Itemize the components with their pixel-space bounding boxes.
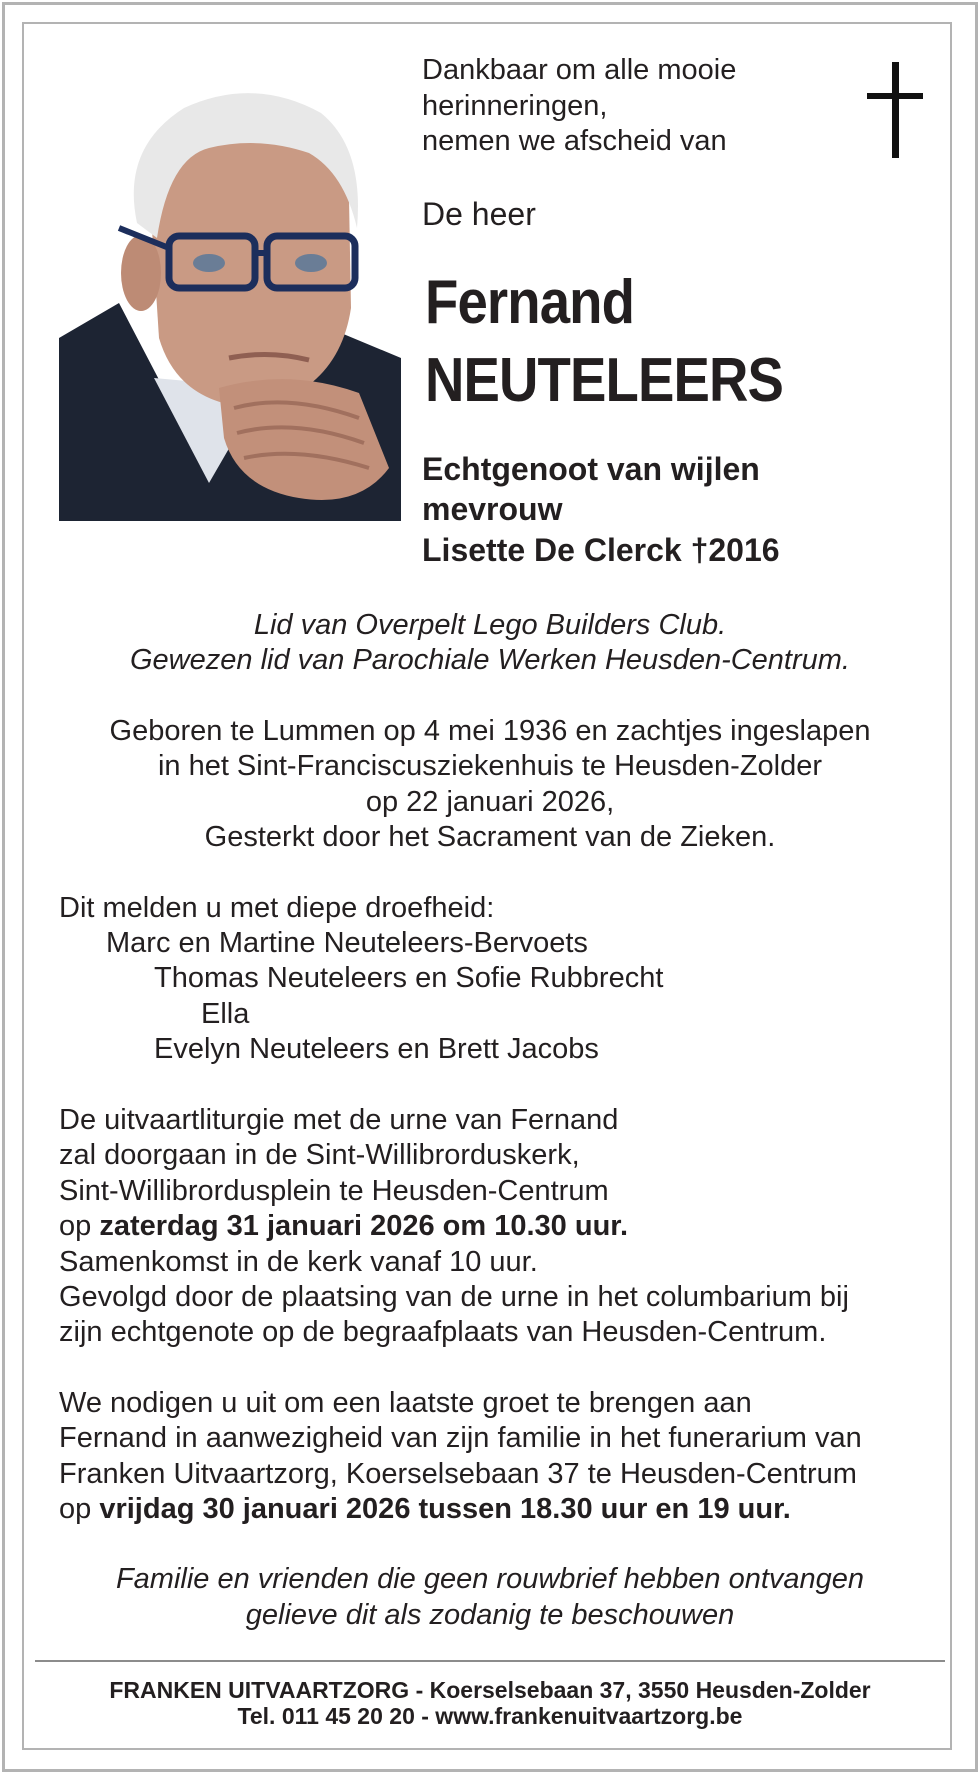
visitation-date-prefix: op [59,1493,100,1525]
visitation-line-2: Fernand in aanwezigheid van zijn familie in het funerarium van [59,1422,862,1454]
spouse-line-2: mevrouw [422,491,563,527]
spouse-line-1: Echtgenoot van wijlen [422,451,760,487]
closing-line-2: gelieve dit als zodanig te beschouwen [245,1599,735,1631]
visitation-line-3: Franken Uitvaartzorg, Koerselsebaan 37 te Heusden-Centrum [59,1458,857,1490]
cross-horizontal [867,93,923,99]
family-member: Ella [201,998,250,1030]
visitation-date: vrijdag 30 januari 2026 tussen 18.30 uur en 19 uur. [99,1493,791,1525]
intro-line-1: Dankbaar om alle mooie [422,54,737,86]
footer-contact: Tel. 011 45 20 20 - www.frankenuitvaartzorg.be [237,1703,743,1729]
family-member: Marc en Martine Neuteleers-Bervoets [106,927,588,959]
birth-line-3: op 22 januari 2026, [365,786,615,818]
birth-line-1: Geboren te Lummen op 4 mei 1936 en zachtjes ingeslapen [109,715,871,747]
footer-address: FRANKEN UITVAARTZORG - Koerselsebaan 37, 3550 Heusden-Zolder [109,1677,871,1703]
funeral-line-2: zal doorgaan in de Sint-Willibrorduskerk, [59,1139,580,1171]
funeral-line-5: Samenkomst in de kerk vanaf 10 uur. [59,1246,538,1278]
funeral-line-1: De uitvaartliturgie met de urne van Fernand [59,1104,619,1136]
salutation: De heer [422,196,536,232]
first-name: Fernand [425,268,635,337]
footer-divider [35,1660,945,1662]
family-member: Thomas Neuteleers en Sofie Rubbrecht [154,962,664,994]
membership-line-1: Lid van Overpelt Lego Builders Club. [253,609,727,641]
portrait-photo [59,88,401,521]
visitation-line-1: We nodigen u uit om een laatste groet te brengen aan [59,1387,752,1419]
funeral-date: zaterdag 31 januari 2026 om 10.30 uur. [99,1210,629,1242]
membership-line-2: Gewezen lid van Parochiale Werken Heusden-Centrum. [130,644,850,676]
closing-line-1: Familie en vrienden die geen rouwbrief hebben ontvangen [115,1563,865,1595]
funeral-date-line [59,1209,628,1245]
funeral-line-3: Sint-Willibrordusplein te Heusden-Centrum [59,1175,609,1207]
intro-line-2: herinneringen, [422,90,608,122]
funeral-line-7: zijn echtgenote op de begraafplaats van Heusden-Centrum. [59,1316,827,1348]
cross-vertical [892,62,899,158]
birth-line-2: in het Sint-Franciscusziekenhuis te Heusden-Zolder [157,750,823,782]
family-intro: Dit melden u met diepe droefheid: [59,892,495,924]
funeral-date-prefix: op [59,1210,100,1242]
intro-line-3: nemen we afscheid van [422,125,727,157]
spouse-line-3: Lisette De Clerck †2016 [422,532,780,568]
visitation-date-line [59,1492,791,1528]
birth-line-4: Gesterkt door het Sacrament van de Zieken. [204,821,776,853]
cross-icon [865,62,925,158]
funeral-line-6: Gevolgd door de plaatsing van de urne in het columbarium bij [59,1281,849,1313]
last-name: NEUTELEERS [425,346,784,415]
family-member: Evelyn Neuteleers en Brett Jacobs [154,1033,599,1065]
